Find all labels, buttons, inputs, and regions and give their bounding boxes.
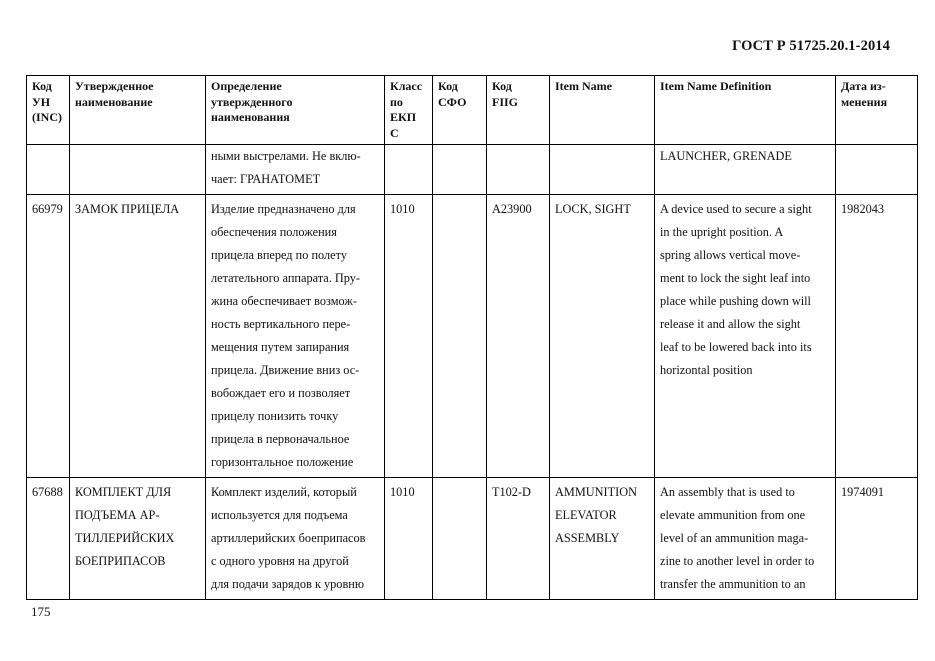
cell-item-name: LOCK, SIGHT [550,195,655,478]
table-row [27,145,918,195]
cell-fiig-code [487,145,550,195]
cell-fiig-code: T102-D [487,478,550,600]
header-definition: Определение утвержденного наименования [206,76,385,145]
header-item-name-definition: Item Name Definition [655,76,836,145]
cell-ekps-class [385,145,433,195]
cell-fiig-code: A23900 [487,195,550,478]
cell-item-name-definition: An assembly that is used to elevate ammunition from one level of an ammunition maga- zine to another level in order to transfer the ammunition to an [655,478,836,600]
cell-change-date [836,145,918,195]
cell-change-date: 1974091 [836,478,918,600]
cell-inc: 66979 [27,195,70,478]
page-number: 175 [31,604,51,619]
document-standard-code: ГОСТ Р 51725.20.1-2014 [732,38,890,54]
cell-approved-name [70,145,206,195]
cell-item-name: AMMUNITION ELEVATOR ASSEMBLY [550,478,655,600]
cell-item-name-definition: A device used to secure a sight in the upright position. A spring allows vertical move- ment to lock the sight leaf into place while pushing down will release it and allow the sight leaf to be lowered back into its horizontal position [655,195,836,478]
header-fiig-code: Код FIIG [487,76,550,145]
table-row [27,478,918,600]
header-ekps-class: Класс по ЕКП С [385,76,433,145]
cell-ekps-class: 1010 [385,195,433,478]
cell-item-name-definition: LAUNCHER, GRENADE [655,145,836,195]
cell-inc: 67688 [27,478,70,600]
header-inc: Код УН (INC) [27,76,70,145]
cell-sfo-code [433,478,487,600]
cell-approved-name: КОМПЛЕКТ ДЛЯ ПОДЪЕМА АР- ТИЛЛЕРИЙСКИХ БОЕПРИПАСОВ [70,478,206,600]
cell-ekps-class: 1010 [385,478,433,600]
cell-sfo-code [433,145,487,195]
cell-sfo-code [433,195,487,478]
header-approved-name: Утвержденное наименование [70,76,206,145]
cell-definition: Изделие предназначено для обеспечения положения прицела вперед по полету летательного аппарата. Пру- жина обеспечивает возмож- ность вертикального пере- мещения путем запирания прицела. Движение вниз ос- вобождает его и позволяет прицелу понизить точку прицела в первоначальное горизонтальное положение [206,195,385,478]
table-header-row [27,76,918,145]
table-row [27,195,918,478]
cell-definition: Комплект изделий, который используется для подъема артиллерийских боеприпасов с одного уровня на другой для подачи зарядов к уровню [206,478,385,600]
header-sfo-code: Код СФО [433,76,487,145]
header-change-date: Дата из- менения [836,76,918,145]
cell-inc [27,145,70,195]
nomenclature-table [26,75,918,600]
cell-change-date: 1982043 [836,195,918,478]
cell-definition: ными выстрелами. Не вклю- чает: ГРАНАТОМЕТ [206,145,385,195]
header-item-name: Item Name [550,76,655,145]
cell-item-name [550,145,655,195]
cell-approved-name: ЗАМОК ПРИЦЕЛА [70,195,206,478]
